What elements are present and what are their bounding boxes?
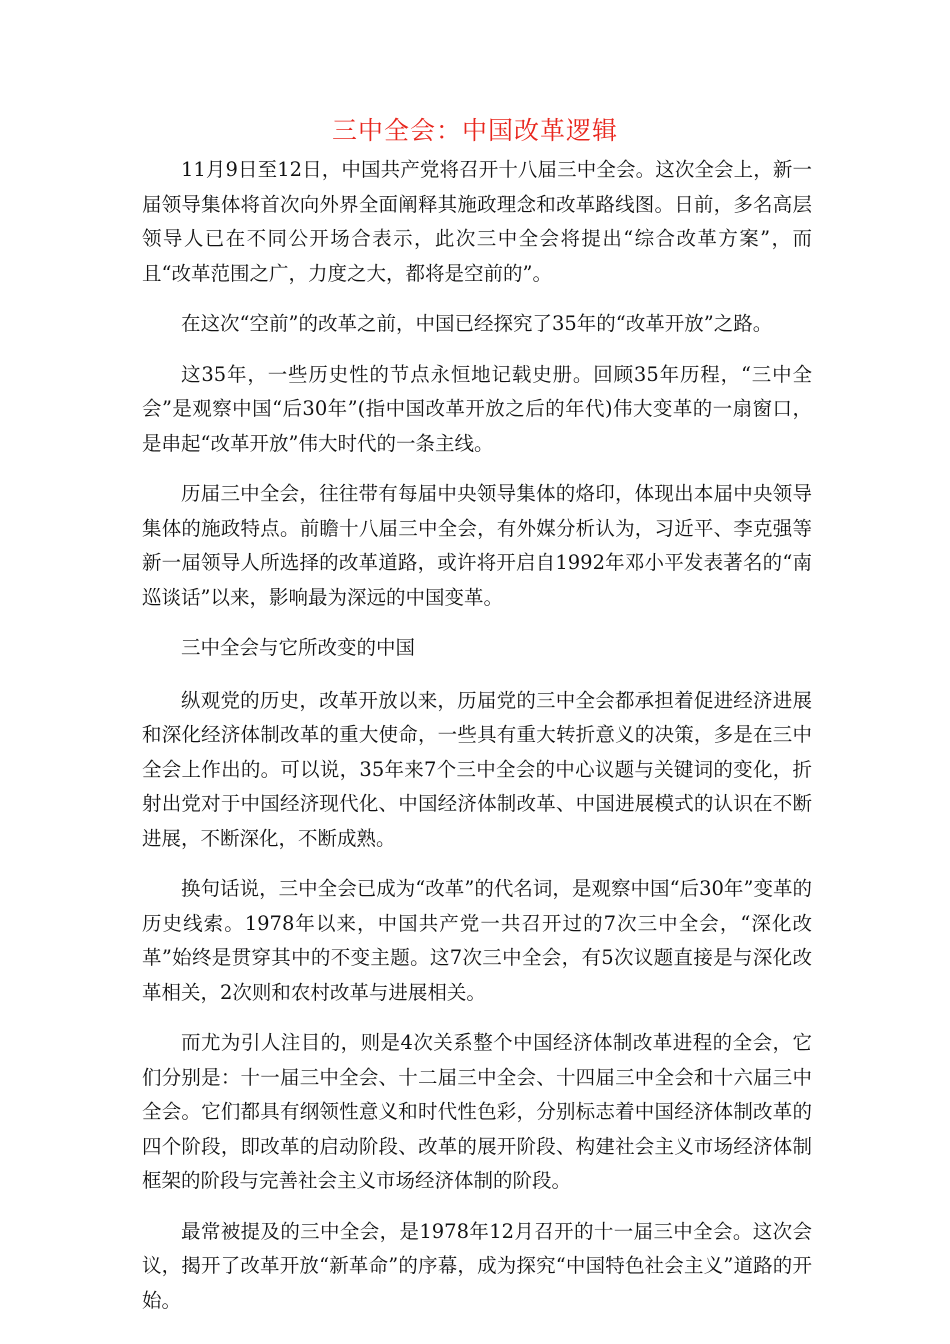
paragraph-1: 11月9日至12日，中国共产党将召开十八届三中全会。这次全会上，新一届领导集体将首次向外界全面阐释其施政理念和改革路线图。日前，多名高层领导人已在不同公开场合表示，此次三中全会将提出“综合改革方案”，而且“改革范围之广，力度之大，都将是空前的”。 <box>142 158 812 285</box>
page-title: 三中全会：中国改革逻辑 <box>331 116 618 145</box>
paragraph-2: 在这次“空前”的改革之前，中国已经探究了35年的“改革开放”之路。 <box>181 312 773 335</box>
paragraph-3: 这35年，一些历史性的节点永恒地记载史册。回顾35年历程，“三中全会”是观察中国“后30年”(指中国改革开放之后的年代)伟大变革的一扇窗口，是串起“改革开放”伟大时代的一条主线。 <box>142 362 812 455</box>
paragraph-6: 换句话说，三中全会已成为“改革”的代名词，是观察中国“后30年”变革的历史线索。1978年以来，中国共产党一共召开过的7次三中全会，“深化改革”始终是贯穿其中的不变主题。这7次三中全会，有5次议题直接是与深化改革相关，2次则和农村改革与进展相关。 <box>142 877 812 1004</box>
paragraph-4: 历届三中全会，往往带有每届中央领导集体的烙印，体现出本届中央领导集体的施政特点。前瞻十八届三中全会，有外媒分析认为，习近平、李克强等新一届领导人所选择的改革道路，或许将开启自1992年邓小平发表著名的“南巡谈话”以来，影响最为深远的中国变革。 <box>142 482 812 609</box>
article-body <box>142 153 812 1334</box>
section-heading: 三中全会与它所改变的中国 <box>181 636 416 659</box>
paragraph-7: 而尤为引人注目的，则是4次关系整个中国经济体制改革进程的全会，它们分别是：十一届三中全会、十二届三中全会、十四届三中全会和十六届三中全会。它们都具有纲领性意义和时代性色彩，分别标志着中国经济体制改革的四个阶段，即改革的启动阶段、改革的展开阶段、构建社会主义市场经济体制框架的阶段与完善社会主义市场经济体制的阶段。 <box>142 1031 812 1192</box>
paragraph-5: 纵观党的历史，改革开放以来，历届党的三中全会都承担着促进经济进展和深化经济体制改革的重大使命，一些具有重大转折意义的决策，多是在三中全会上作出的。可以说，35年来7个三中全会的中心议题与关键词的变化，折射出党对于中国经济现代化、中国经济体制改革、中国进展模式的认识在不断进展，不断深化，不断成熟。 <box>142 688 812 850</box>
paragraph-8: 最常被提及的三中全会，是1978年12月召开的十一届三中全会。这次会议，揭开了改革开放“新革命”的序幕，成为探究“中国特色社会主义”道路的开始。 <box>142 1219 812 1312</box>
